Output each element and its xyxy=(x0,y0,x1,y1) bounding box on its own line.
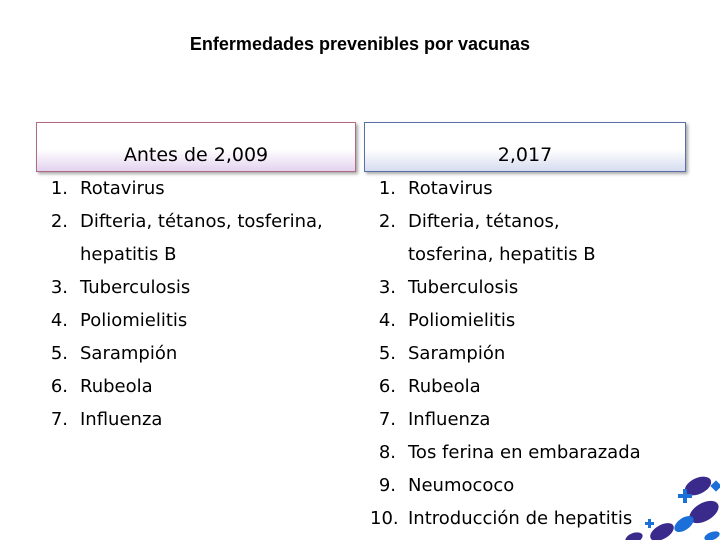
item-text: Neumococo xyxy=(408,475,515,496)
item-text: Difteria, tétanos, xyxy=(408,211,560,232)
item-number: 1. xyxy=(378,178,396,199)
item-text: Sarampión xyxy=(408,343,506,364)
item-number: 4. xyxy=(50,310,68,331)
list-item xyxy=(44,172,364,205)
item-text: Tuberculosis xyxy=(80,277,191,298)
item-number: 4. xyxy=(378,310,396,331)
list-item xyxy=(44,337,364,370)
list-item-continuation xyxy=(370,238,670,271)
list-item xyxy=(44,271,364,304)
item-text: Rotavirus xyxy=(408,178,493,199)
item-text: Difteria, tétanos, tosferina, xyxy=(80,211,323,232)
list-item xyxy=(370,337,670,370)
item-text: Poliomielitis xyxy=(80,310,188,331)
list-item-continuation xyxy=(44,238,364,271)
item-text: Sarampión xyxy=(80,343,178,364)
list-item xyxy=(370,205,670,238)
list-item xyxy=(370,304,670,337)
list-item xyxy=(44,205,364,238)
item-text-continued: hepatitis B xyxy=(80,244,177,265)
item-number: 3. xyxy=(378,277,396,298)
item-number: 6. xyxy=(378,376,396,397)
item-text-continued: tosferina, hepatitis B xyxy=(408,244,596,265)
item-text: Influenza xyxy=(80,409,163,430)
item-number: 9. xyxy=(378,475,396,496)
header-before-2009-label: Antes de 2,009 xyxy=(123,144,269,166)
item-text: Rotavirus xyxy=(80,178,165,199)
item-number: 1. xyxy=(50,178,68,199)
list-item xyxy=(44,403,364,436)
list-item xyxy=(44,304,364,337)
list-item xyxy=(370,172,670,205)
header-before-2009 xyxy=(36,122,356,172)
item-number: 5. xyxy=(50,343,68,364)
item-number: 10. xyxy=(370,508,399,529)
list-item xyxy=(370,370,670,403)
list-item xyxy=(370,271,670,304)
item-text: Rubeola xyxy=(408,376,481,397)
page-title: Enfermedades prevenibles por vacunas xyxy=(189,34,531,54)
item-text: Poliomielitis xyxy=(408,310,516,331)
item-number: 3. xyxy=(50,277,68,298)
item-number: 2. xyxy=(50,211,68,232)
item-number: 8. xyxy=(378,442,396,463)
item-number: 7. xyxy=(378,409,396,430)
header-2017 xyxy=(364,122,686,172)
item-text: Tuberculosis xyxy=(408,277,519,298)
item-number: 6. xyxy=(50,376,68,397)
item-text: Introducción de hepatitis xyxy=(408,508,633,529)
item-text: Tos ferina en embarazada xyxy=(408,442,641,463)
list-item xyxy=(44,370,364,403)
header-2017-label: 2,017 xyxy=(497,144,553,166)
item-text: Influenza xyxy=(408,409,491,430)
item-number: 5. xyxy=(378,343,396,364)
vaccine-list-before-2009 xyxy=(44,172,364,436)
item-number: 7. xyxy=(50,409,68,430)
item-number: 2. xyxy=(378,211,396,232)
decorative-shapes-icon xyxy=(600,450,720,540)
list-item xyxy=(370,403,670,436)
item-text: Rubeola xyxy=(80,376,153,397)
